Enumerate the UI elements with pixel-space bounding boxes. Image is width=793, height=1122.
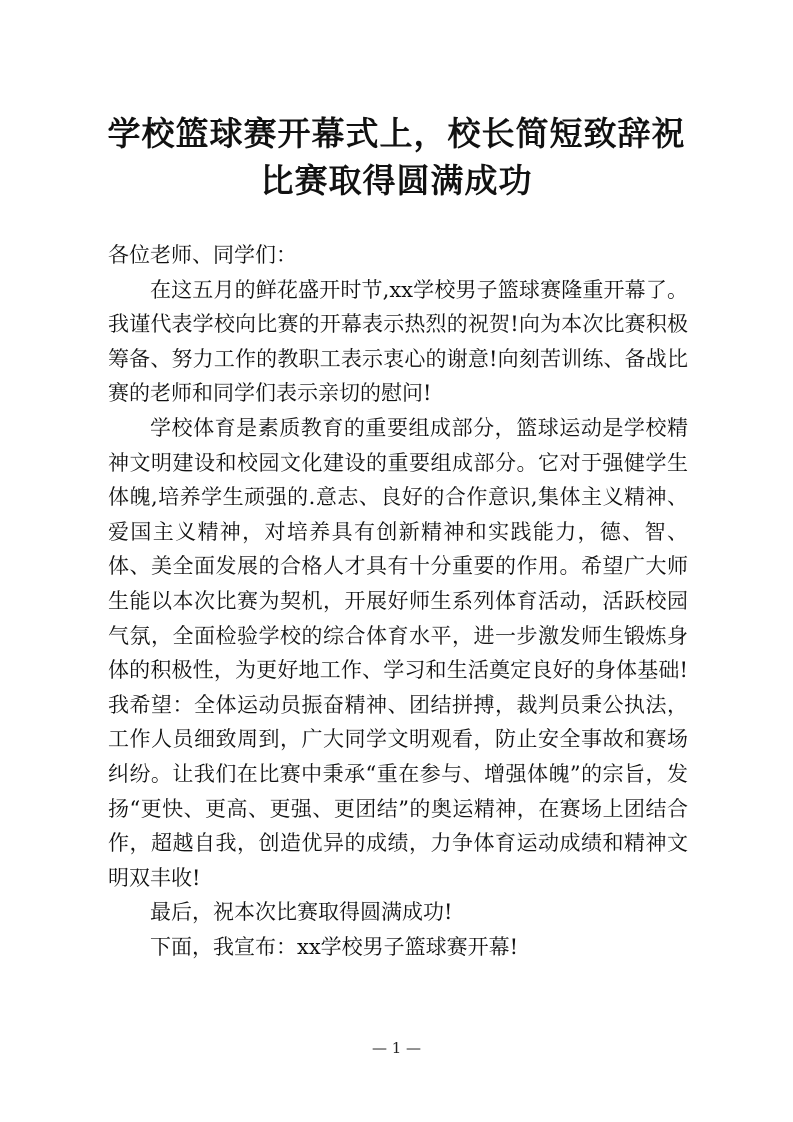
document-title: 学校篮球赛开幕式上，校长简短致辞祝比赛取得圆满成功 [107, 114, 686, 200]
paragraph-wishes: 最后，祝本次比赛取得圆满成功! [150, 900, 453, 925]
paragraph-announcement: 下面，我宣布：xx学校男子篮球赛开幕! [150, 934, 519, 959]
page-number: — 1 — [371, 1039, 422, 1057]
paragraph-main: 学校体育是素质教育的重要组成部分，篮球运动是学校精神文明建设和校园文化建设的重要组成部分。它对于强健学生体魄,培养学生顽强的.意志、良好的合作意识,集体主义精神、爱国主义精神，对培养具有创新精神和实践能力，德、智、体、美全面发展的合格人才具有十分重要的作用。希望广大师生能以本次比赛为契机，开展好师生系列体育活动，活跃校园气氛，全面检验学校的综合体育水平，进一步激发师生锻炼身体的积极性，为更好地工作、学习和生活奠定良好的身体基础!我希望：全体运动员振奋精神、团结拼搏，裁判员秉公执法，工作人员细致周到，广大同学文明观看，防止安全事故和赛场纠纷。让我们在比赛中秉承“重在参与、增强体魄”的宗旨，发扬“更快、更高、更强、更团结”的奥运精神，在赛场上团结合作，超越自我，创造优异的成绩，力争体育运动成绩和精神文明双丰收! [108, 415, 688, 890]
document-body [108, 238, 688, 964]
paragraph-opening: 在这五月的鲜花盛开时节,xx学校男子篮球赛隆重开幕了。我谨代表学校向比赛的开幕表示热烈的祝贺!向为本次比赛积极筹备、努力工作的教职工表示衷心的谢意!向刻苦训练、备战比赛的老师和同学们表示亲切的慰问! [108, 277, 688, 406]
salutation: 各位老师、同学们： [108, 243, 297, 267]
